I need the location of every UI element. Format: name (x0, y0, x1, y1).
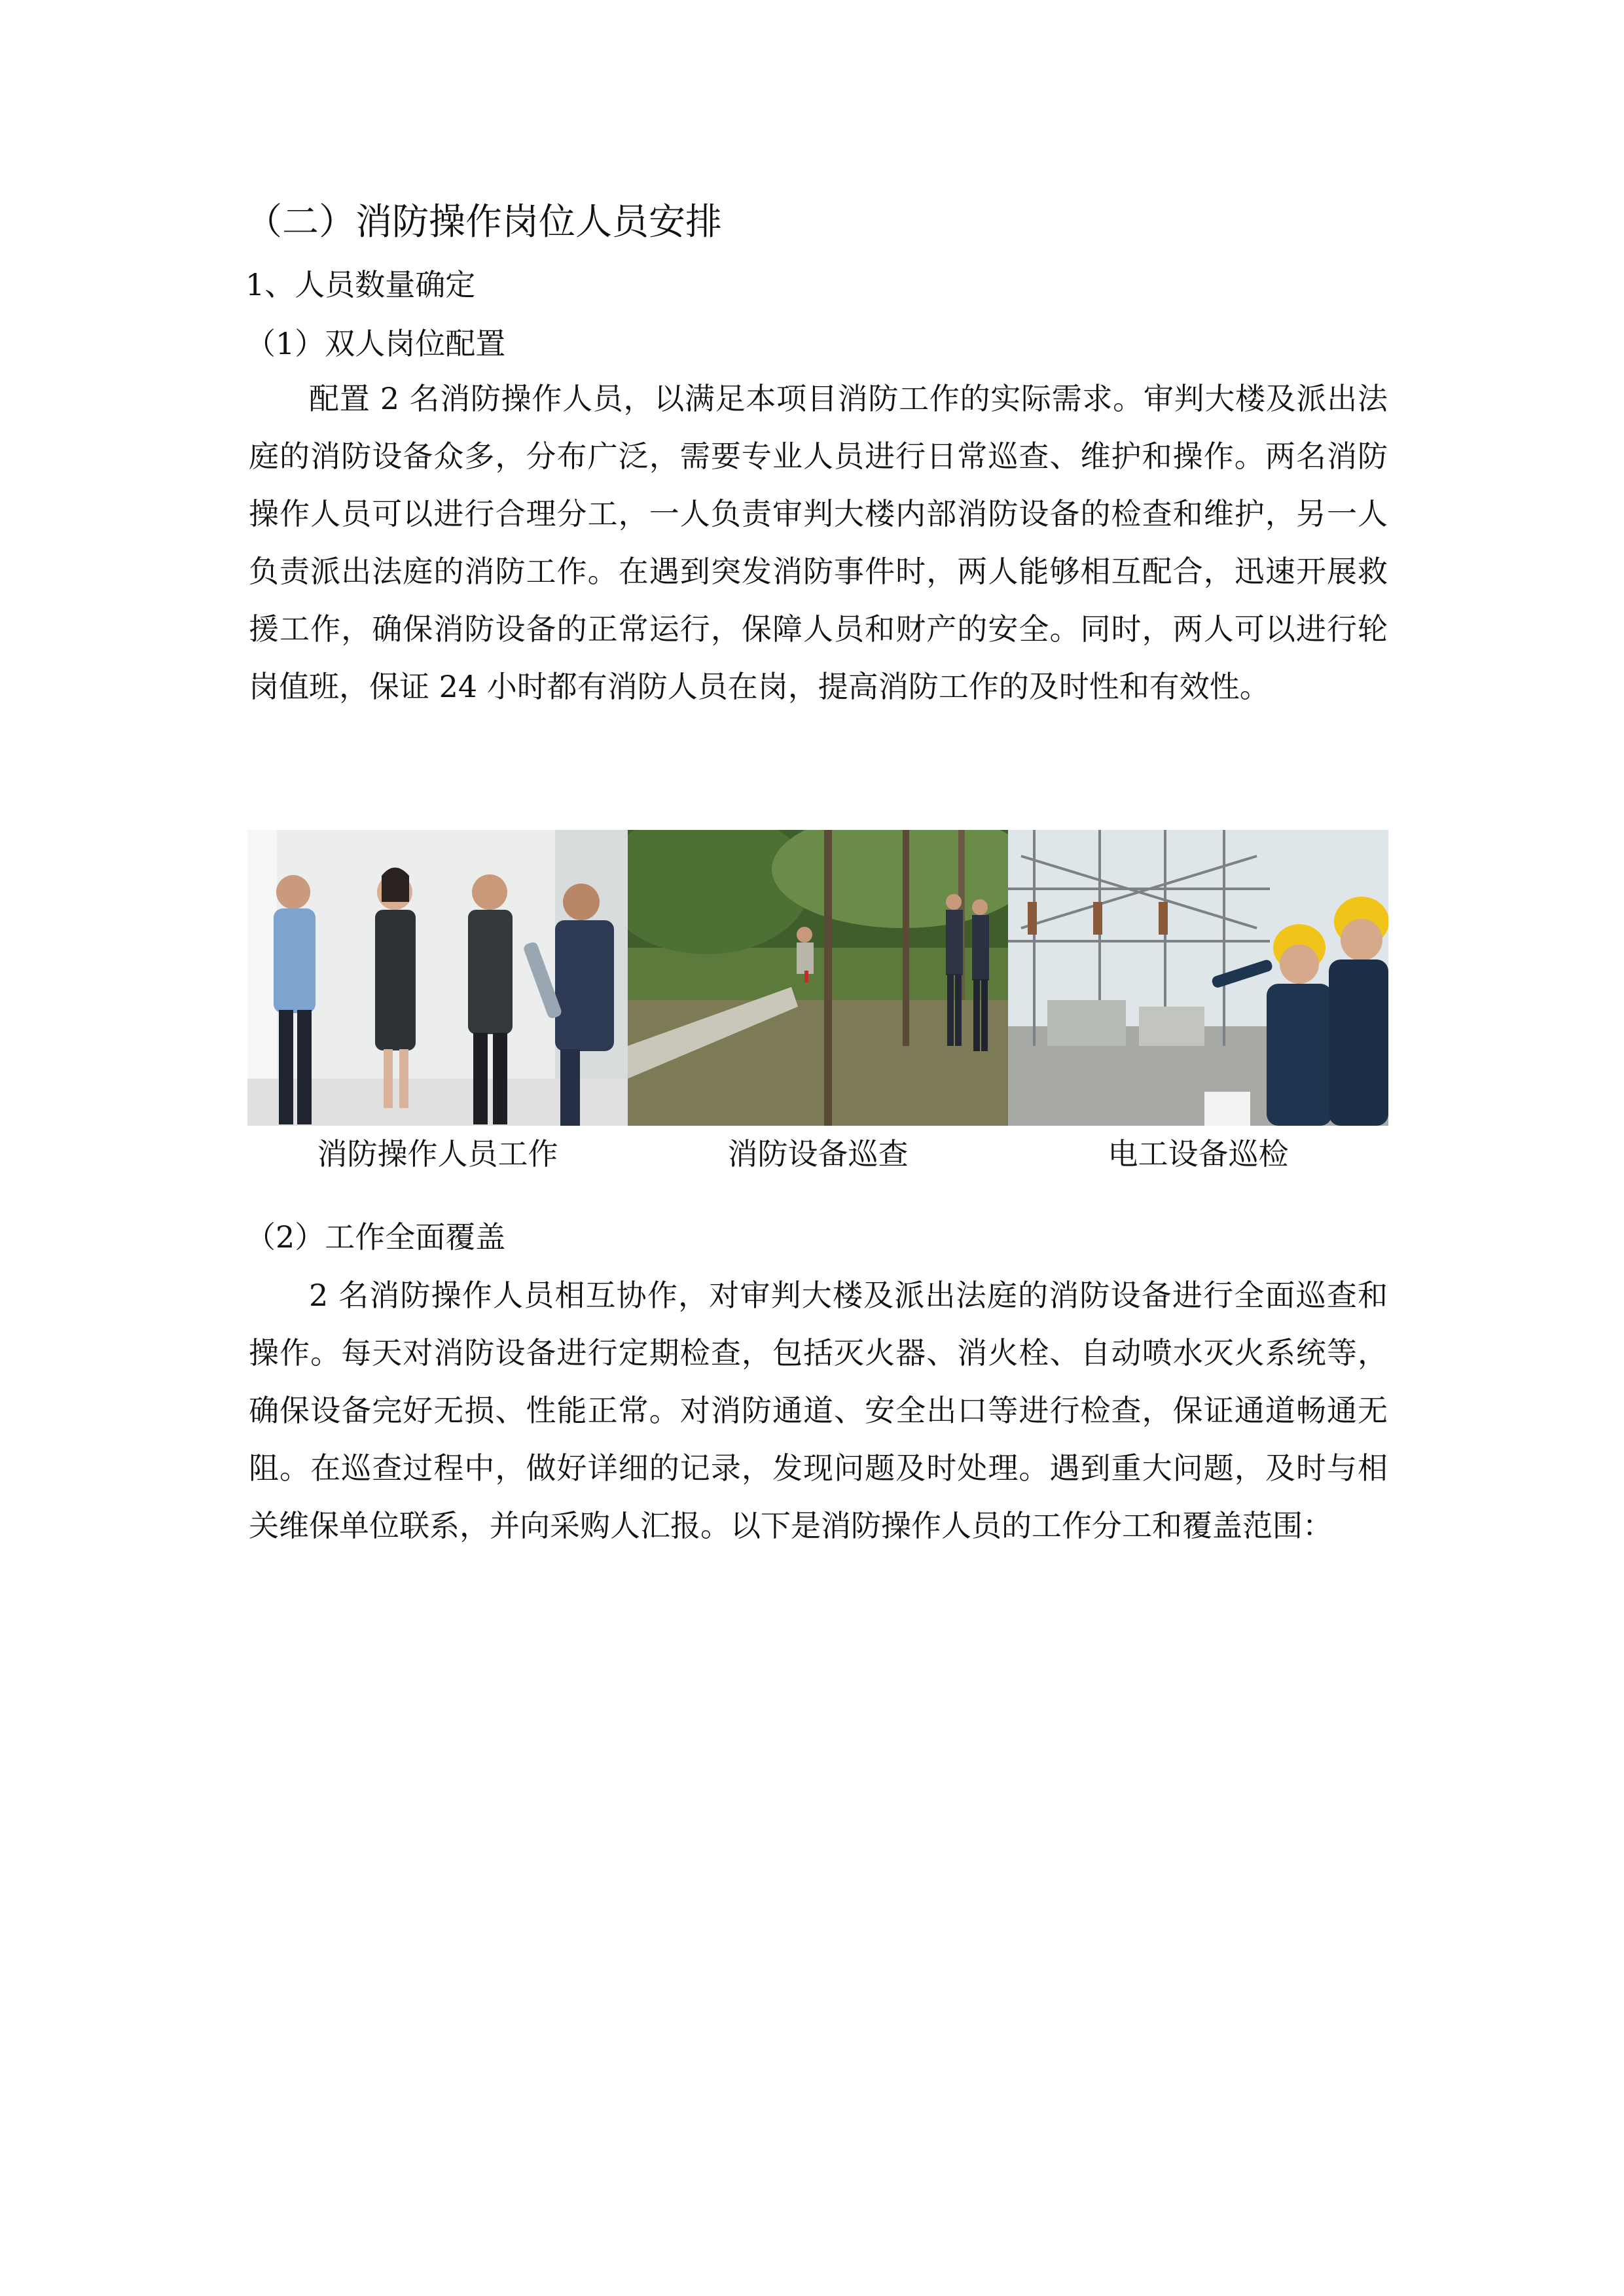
photo-captions (247, 1131, 1389, 1177)
item2-paragraph: 2 名消防操作人员相互协作，对审判大楼及派出法庭的消防设备进行全面巡查和操作。每天对消防设备进行定期检查，包括灭火器、消火栓、自动喷水灭火系统等，确保设备完好无损、性能正常。对消防通道、安全出口等进行检查，保证通道畅通无阻。在巡查过程中，做好详细的记录，发现问题及时处理。遇到重大问题，及时与相关维保单位联系，并向采购人汇报。以下是消防操作人员的工作分工和覆盖范围： (249, 1278, 1388, 1543)
photo-caption: 电工设备巡检 (1108, 1136, 1289, 1172)
photo-strip (247, 830, 1389, 1126)
photo-staff-working (247, 830, 628, 1126)
item2-heading: （2）工作全面覆盖 (245, 1219, 506, 1255)
photo-electrical-inspection (1008, 830, 1388, 1126)
subsection-heading: 1、人员数量确定 (245, 267, 476, 302)
section-heading: （二）消防操作岗位人员安排 (245, 201, 722, 243)
item1-heading: （1）双人岗位配置 (245, 326, 506, 361)
photo-caption: 消防操作人员工作 (317, 1136, 558, 1172)
photo-equipment-patrol (628, 830, 1008, 1126)
photo-caption: 消防设备巡查 (727, 1136, 909, 1172)
item1-paragraph: 配置 2 名消防操作人员，以满足本项目消防工作的实际需求。审判大楼及派出法庭的消防设备众多，分布广泛，需要专业人员进行日常巡查、维护和操作。两名消防操作人员可以进行合理分工，一人负责审判大楼内部消防设备的检查和维护，另一人负责派出法庭的消防工作。在遇到突发消防事件时，两人能够相互配合，迅速开展救援工作，确保消防设备的正常运行，保障人员和财产的安全。同时，两人可以进行轮岗值班，保证 24 小时都有消防人员在岗，提高消防工作的及时性和有效性。 (249, 381, 1388, 704)
